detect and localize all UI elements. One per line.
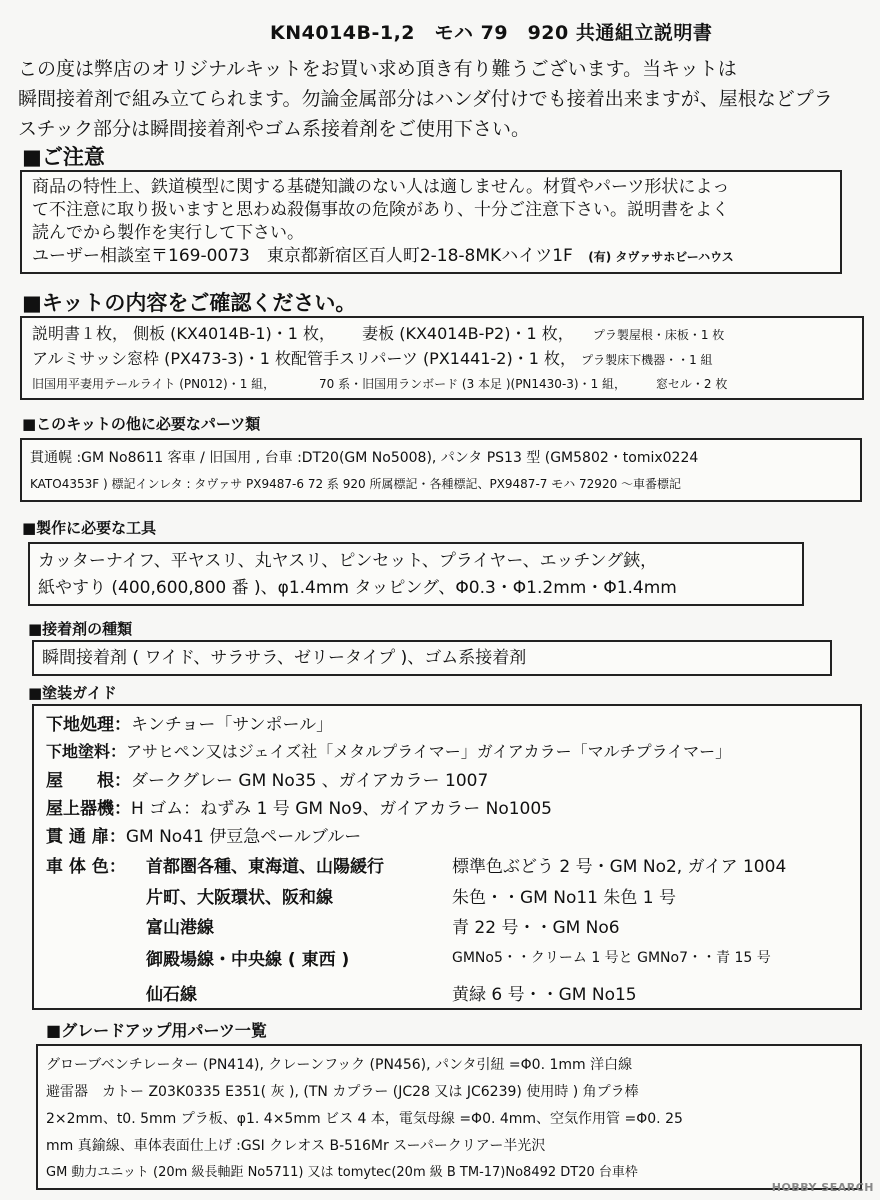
contents-row	[32, 322, 852, 347]
adhesive-line: 瞬間接着剤 ( ワイド、サラサラ、ゼリータイプ )、ゴム系接着剤	[42, 648, 527, 668]
paint-label: 屋上器機：	[46, 799, 131, 819]
contents-row	[32, 347, 852, 372]
caution-line: 商品の特性上、鉄道模型に関する基礎知識のない人は適しません。材質やパーツ形状によっ	[32, 177, 730, 197]
paint-row	[46, 710, 333, 735]
contents-item: 妻板 (KX4014B-P2)・1 枚，	[362, 324, 574, 343]
contents-heading: ■キットの内容をご確認ください。	[22, 291, 357, 315]
upgrade-line: GM 動力ユニット (20m 級長軸距 No5711) 又は tomytec(20m 級 B TM-17)No8492 DT20 台車枠	[46, 1165, 638, 1180]
paint-value: キンチョー「サンポール」	[131, 715, 334, 735]
body-color-line	[146, 913, 214, 938]
contents-item: アルミサッシ窓枠 (PX473-3)・1 枚配管手スリパーツ (PX1441-2)・1 枚，	[32, 349, 576, 368]
tools-line: 紙やすり (400,600,800 番 )、φ1.4mm タッピング、Φ0.3・Φ1.2mm・Φ1.4mm	[38, 578, 677, 598]
contents-row	[32, 372, 852, 396]
body-color-line	[146, 980, 197, 1005]
upgrade-box	[36, 1044, 862, 1190]
body-color-value	[452, 980, 637, 1005]
contents-box	[20, 316, 864, 400]
body-color-value	[452, 947, 771, 967]
body-color-label	[46, 852, 126, 877]
required-parts-line: KATO4353F ) 標記インレタ : タヴァサ PX9487-6 72 系 920 所属標記・各種標記、PX9487-7 モハ 72920 〜車番標記	[30, 477, 682, 491]
color-spec: 朱色・・GM No11 朱色 1 号	[452, 888, 677, 908]
contact-line	[32, 245, 830, 269]
body-color-value	[452, 852, 786, 877]
body-color-line	[146, 945, 349, 970]
paint-value: GM No41 伊豆急ペールブルー	[125, 827, 362, 847]
intro-line: 瞬間接着剤で組み立てられます。勿論金属部分はハンダ付けでも接着出来ますが、屋根などプラ	[18, 88, 833, 110]
hobby-search-watermark: HOBBY SEARCH	[771, 1181, 874, 1194]
body-color-label-text: 車 体 色：	[46, 857, 126, 877]
contents-item: 旧国用平妻用テールライト (PN012)・1 組，	[32, 377, 276, 391]
adhesive-box	[32, 640, 832, 676]
line-name: 首都圏各種、東海道、山陽緩行	[146, 857, 384, 877]
paint-value: H ゴム：ねずみ 1 号 GM No9、ガイアカラー No1005	[131, 799, 552, 819]
paint-guide-heading: ■塗装ガイド	[28, 684, 117, 702]
line-name: 富山港線	[146, 918, 214, 938]
caution-line: 読んでから製作を実行して下さい。	[32, 223, 304, 243]
paint-label: 下地塗料：	[46, 742, 127, 761]
contents-item: プラ製屋根・床板・1 枚	[592, 328, 725, 342]
body-color-value	[452, 883, 676, 908]
paint-value: アサヒペン又はジェイズ社「メタルプライマー」ガイアカラー「マルチプライマー」	[126, 742, 732, 761]
paint-label: 下地処理：	[46, 715, 131, 735]
tools-box	[28, 542, 804, 606]
color-spec: 黄緑 6 号・・GM No15	[452, 985, 637, 1005]
company-name: (有) タヴァサホビーハウス	[588, 250, 734, 264]
upgrade-heading: ■グレードアップ用パーツ一覧	[46, 1021, 267, 1040]
page-title: KN4014B-1,2 モハ 79 920 共通組立説明書	[270, 22, 713, 44]
tools-line: カッターナイフ、平ヤスリ、丸ヤスリ、ピンセット、プライヤー、エッチング鋏，	[38, 551, 658, 571]
paint-row	[46, 739, 731, 762]
paint-label: 屋 根：	[46, 771, 131, 791]
contents-item: プラ製床下機器・・1 組	[581, 353, 713, 367]
upgrade-line: 避雷器 カトー Z03K0335 E351( 灰 ), (TN カプラー (JC28 又は JC6239) 使用時 ) 角プラ棒	[46, 1084, 639, 1100]
line-name: 御殿場線・中央線 ( 東西 )	[146, 950, 350, 970]
paint-value: ダークグレー GM No35 、ガイアカラー 1007	[131, 771, 489, 791]
upgrade-line: mm 真鍮線、車体表面仕上げ :GSI クレオス B-516Mr スーパークリアー半光沢	[46, 1138, 546, 1154]
color-spec: 標準色ぶどう 2 号・GM No2, ガイア 1004	[452, 857, 787, 877]
intro-line: この度は弊店のオリジナルキットをお買い求め頂き有り難うございます。当キットは	[18, 58, 737, 80]
paint-label: 貫 通 扉：	[46, 827, 126, 847]
caution-line: て不注意に取り扱いますと思わぬ殺傷事故の危険があり、十分ご注意下さい。説明書をよく	[32, 200, 729, 220]
paint-row	[46, 766, 488, 791]
upgrade-line: グローブベンチレーター (PN414), クレーンフック (PN456), パンタ引紐 =Φ0. 1mm 洋白線	[46, 1057, 633, 1073]
contents-item: 70 系・旧国用ランボード (3 本足 )(PN1430-3)・1 組，	[318, 377, 627, 391]
body-color-value	[452, 913, 620, 938]
line-name: 仙石線	[146, 985, 197, 1005]
contact-address: ユーザー相談室〒169-0073 東京都新宿区百人町2-18-8MKハイツ1F	[32, 246, 573, 266]
required-parts-heading: ■このキットの他に必要なパーツ類	[22, 415, 261, 433]
required-parts-line: 貫通幌 :GM No8611 客車 / 旧国用 , 台車 :DT20(GM No5008), パンタ PS13 型 (GM5802・tomix0224	[30, 450, 699, 466]
body-color-line	[146, 883, 333, 908]
caution-heading: ■ご注意	[22, 145, 105, 169]
adhesive-heading: ■接着剤の種類	[28, 620, 133, 638]
intro-line: スチック部分は瞬間接着剤やゴム系接着剤をご使用下さい。	[18, 118, 531, 140]
contents-item: 説明書１枚， 側板 (KX4014B-1)・1 枚，	[32, 324, 336, 343]
color-spec: 青 22 号・・GM No6	[452, 918, 620, 938]
color-spec: GMNo5・・クリーム 1 号と GMNo7・・青 15 号	[452, 950, 771, 966]
body-color-line	[146, 852, 384, 877]
line-name: 片町、大阪環状、阪和線	[146, 888, 333, 908]
intro-paragraph	[18, 54, 868, 144]
paint-row	[46, 822, 361, 847]
paint-row	[46, 794, 552, 819]
contents-item: 窓セル・2 枚	[655, 377, 728, 391]
required-parts-box	[20, 438, 862, 502]
tools-heading: ■製作に必要な工具	[22, 519, 157, 537]
upgrade-line: 2×2mm、t0. 5mm プラ板、φ1. 4×5mm ビス 4 本，電気母線 =Φ0. 4mm、空気作用管 =Φ0. 25	[46, 1111, 683, 1127]
caution-box	[20, 170, 842, 274]
